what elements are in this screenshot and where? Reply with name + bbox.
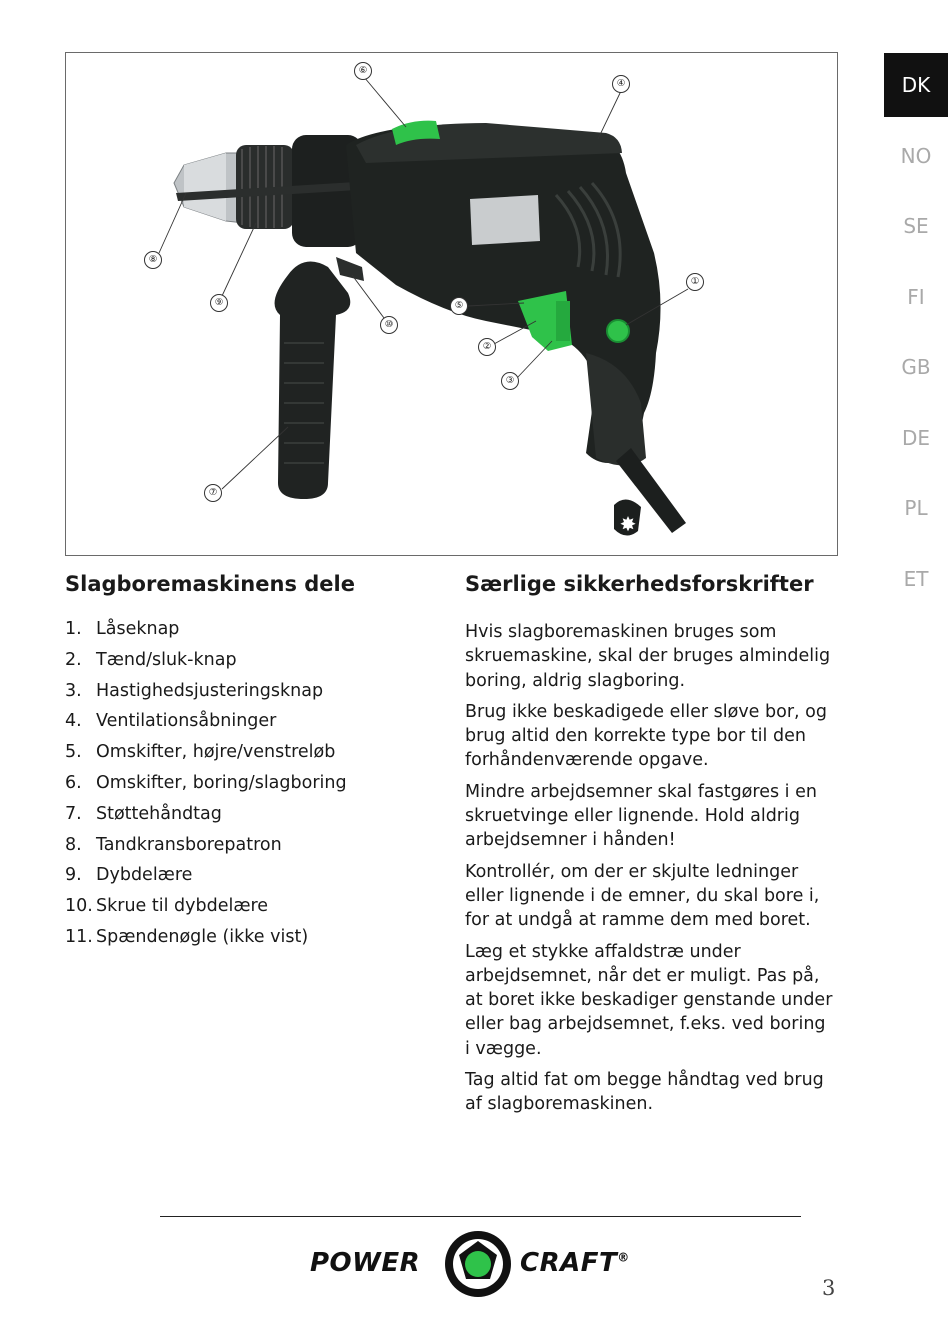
lang-tab-et[interactable]: ET [903,566,929,591]
list-item: 6. Omskifter, boring/slagboring [65,772,347,793]
callout-5: ⑤ [450,297,468,315]
callout-8: ⑧ [144,251,162,269]
parts-list [65,619,347,958]
list-item: 1. Låseknap [65,619,180,639]
safety-paragraph: Tag altid fat om begge håndtag ved brug af slagboremaskinen. [465,1070,824,1115]
lang-tab-dk[interactable]: DK [884,53,948,117]
lang-tab-se[interactable]: SE [903,214,929,238]
logo-word-left: POWER [310,1248,421,1278]
safety-paragraph: Mindre arbejdsemner skal fastgøres i en skruetvinge eller lignende. Hold aldrig arbejdsemner i hånden! [465,781,817,851]
safety-paragraph: Brug ikke beskadigede eller sløve bor, og brug altid den korrekte type bor til den forhåndenværende opgave. [465,701,827,771]
safety-paragraph: Hvis slagboremaskinen bruges som skruemaskine, skal der bruges almindelig boring, aldrig slagboring. [465,622,831,691]
lang-tab-no[interactable]: NO [900,143,932,168]
page-number: 3 [822,1276,836,1300]
callout-3: ③ [501,372,519,390]
list-item: 8. Tandkransborepatron [65,834,282,855]
safety-paragraph: Læg et stykke affaldstræ under arbejdsemnet, når det er muligt. Pas på, at boret ikke beskadiger genstande under eller bag arbejdsemnet, f.eks. ved boring i vægge. [465,941,833,1059]
callout-4: ④ [612,75,630,93]
powercraft-logo [310,1228,640,1300]
callout-10: ⑩ [380,316,398,334]
aperture-icon [442,1228,514,1300]
list-item: 10. Skrue til dybdelære [65,896,269,917]
list-item: 5. Omskifter, højre/venstreløb [65,742,336,763]
safety-paragraph: Kontrollér, om der er skjulte ledninger eller lignende i de emner, du skal bore i, for at undgå at ramme dem med boret. [465,861,820,931]
footer-divider [160,1216,801,1217]
callout-2: ② [478,338,496,356]
list-item: 4. Ventilationsåbninger [65,711,277,732]
callout-9: ⑨ [210,294,228,312]
lang-tab-gb[interactable]: GB [901,355,931,379]
safety-title: Særlige sikkerhedsforskrifter [465,572,814,596]
list-item: 3. Hastighedsjusteringsknap [65,680,324,701]
list-item: 2. Tænd/sluk-knap [65,649,237,670]
list-item: 7. Støttehåndtag [65,803,222,824]
callout-6: ⑥ [354,62,372,80]
lang-tab-fi[interactable]: FI [907,284,925,309]
safety-text [465,620,835,1124]
list-item: 9. Dybdelære [65,865,193,886]
callout-1: ① [686,273,704,291]
language-tabs [884,53,948,617]
callout-7: ⑦ [204,484,222,502]
lang-tab-pl[interactable]: PL [904,496,928,520]
drill-figure [65,52,838,556]
list-item: 11. Spændenøgle (ikke vist) [65,926,309,947]
logo-word-right: CRAFT® [520,1248,630,1278]
parts-title: Slagboremaskinens dele [65,572,355,596]
lang-tab-de[interactable]: DE [901,425,931,450]
svg-text:✸: ✸ [619,512,637,536]
